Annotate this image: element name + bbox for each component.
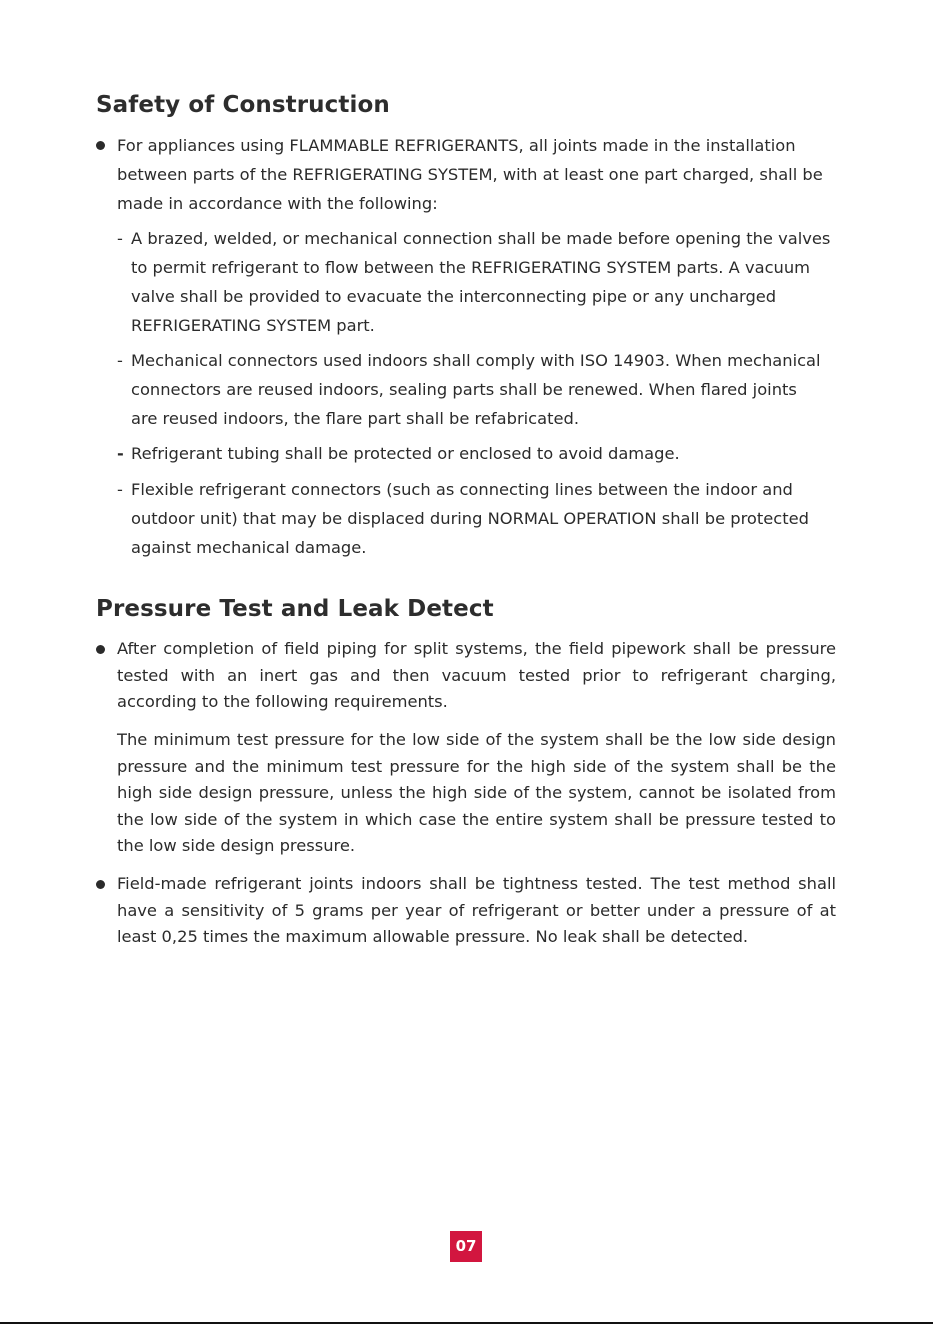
paragraph-text: Field-made refrigerant joints indoors shall be tightness tested. The test method shall have a sensitivity of 5 grams per year of refrigerant or better under a pressure of at least 0,25 times the maximum allowable pressure. No leak shall be detected. xyxy=(117,874,836,947)
dash-marker: - xyxy=(117,229,123,248)
bullet-icon xyxy=(96,141,105,150)
dash-marker: - xyxy=(117,351,123,370)
paragraph-text: The minimum test pressure for the low side of the system shall be the low side design pressure and the minimum test pressure for the high side of the system shall be the high side design pressure, unless the high side of the system, cannot be isolated from the low side of the system in which case the entire system shall be pressure tested to the low side design pressure. xyxy=(117,730,836,856)
section-title-safety-of-construction: Safety of Construction xyxy=(96,92,390,118)
paragraph-text: For appliances using FLAMMABLE REFRIGERANTS, all joints made in the installation between parts of the REFRIGERATING SYSTEM, with at least one part charged, shall be made in accordance with the following: xyxy=(117,136,823,213)
page-number-badge: 07 xyxy=(450,1231,482,1262)
dash-marker: - xyxy=(117,480,123,499)
paragraph-text: After completion of field piping for split systems, the field pipework shall be pressure tested with an inert gas and then vacuum tested prior to refrigerant charging, according to the following requirements. xyxy=(117,639,836,712)
list-item-text: A brazed, welded, or mechanical connection shall be made before opening the valves to permit refrigerant to flow between the REFRIGERATING SYSTEM parts. A vacuum valve shall be provided to evacuate the interconnecting pipe or any uncharged REFRIGERATING SYSTEM part. xyxy=(131,229,831,335)
bullet-icon xyxy=(96,880,105,889)
list-item-text: Mechanical connectors used indoors shall comply with ISO 14903. When mechanical connectors are reused indoors, sealing parts shall be renewed. When flared joints are reused indoors, the flare part shall be refabricated. xyxy=(131,351,821,428)
bullet-icon xyxy=(96,645,105,654)
dash-marker: - xyxy=(117,444,124,463)
section-title-pressure-test: Pressure Test and Leak Detect xyxy=(96,596,494,622)
list-item-text: Refrigerant tubing shall be protected or enclosed to avoid damage. xyxy=(131,444,680,463)
list-item-text: Flexible refrigerant connectors (such as connecting lines between the indoor and outdoor unit) that may be displaced during NORMAL OPERATION shall be protected against mechanical damage. xyxy=(131,480,809,557)
